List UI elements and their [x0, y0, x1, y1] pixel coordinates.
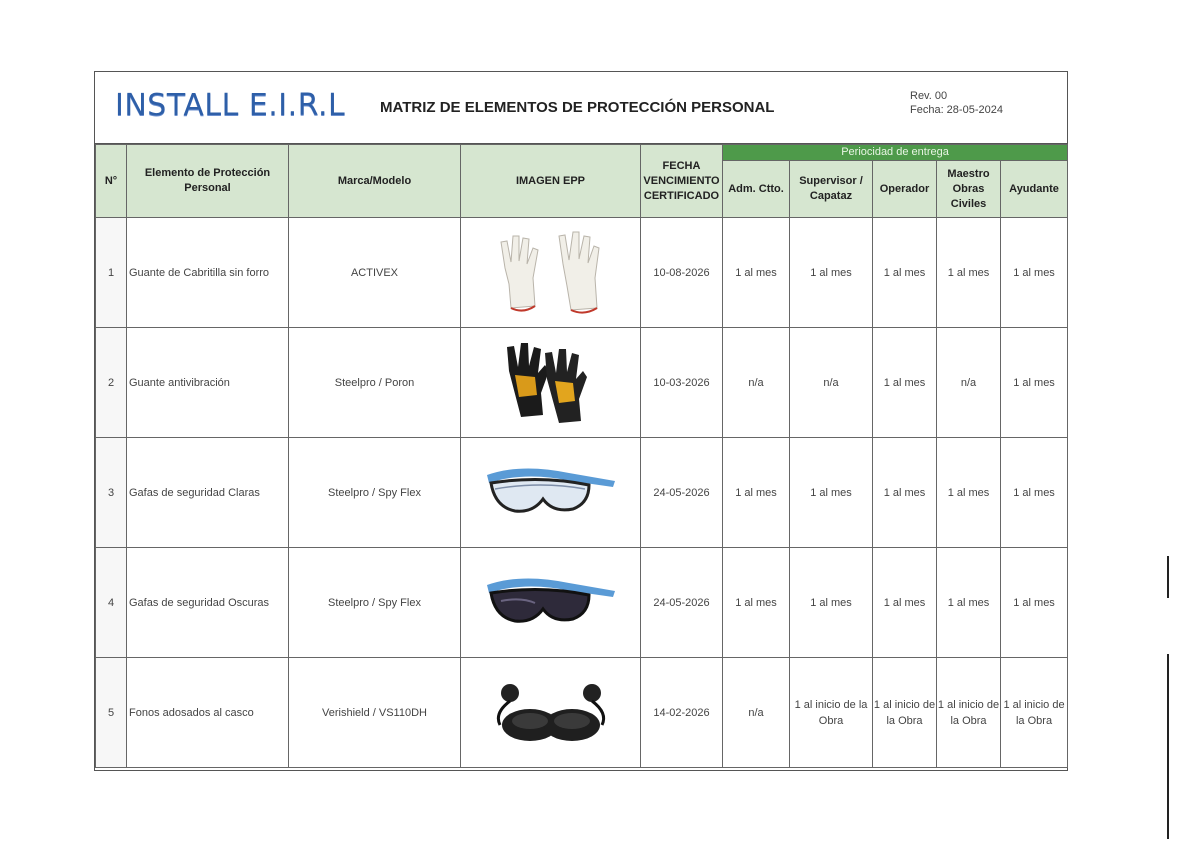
helmet-earmuffs-image — [461, 658, 641, 768]
col-header-element: Elemento de Protección Personal — [127, 145, 289, 218]
certificate-expiry: 24-05-2026 — [641, 438, 723, 548]
brand-model: ACTIVEX — [289, 218, 461, 328]
period-cell: n/a — [723, 658, 790, 768]
brand-model: Steelpro / Poron — [289, 328, 461, 438]
table-row — [96, 658, 1068, 768]
period-cell: 1 al mes — [790, 548, 873, 658]
col-header-role: Maestro Obras Civiles — [937, 161, 1001, 218]
period-cell: 1 al mes — [723, 218, 790, 328]
company-logo: INSTALL E.I.R.L — [115, 88, 346, 123]
scan-edge-line — [1167, 556, 1169, 598]
row-number: 5 — [96, 658, 127, 768]
brand-model: Verishield / VS110DH — [289, 658, 461, 768]
certificate-expiry: 14-02-2026 — [641, 658, 723, 768]
period-cell: 1 al mes — [937, 548, 1001, 658]
period-cell: 1 al mes — [1001, 438, 1068, 548]
period-cell: 1 al inicio de la Obra — [873, 658, 937, 768]
col-header-expiry: FECHA VENCIMIENTO CERTIFICADO — [641, 145, 723, 218]
period-cell: 1 al mes — [790, 438, 873, 548]
col-header-role: Operador — [873, 161, 937, 218]
brand-model: Steelpro / Spy Flex — [289, 548, 461, 658]
row-number: 1 — [96, 218, 127, 328]
period-cell: 1 al mes — [937, 218, 1001, 328]
element-name: Gafas de seguridad Oscuras — [127, 548, 289, 658]
col-header-role: Adm. Ctto. — [723, 161, 790, 218]
anti-vibration-gloves-image — [461, 328, 641, 438]
revision-block — [910, 89, 1003, 117]
period-cell: 1 al mes — [723, 548, 790, 658]
certificate-expiry: 10-03-2026 — [641, 328, 723, 438]
certificate-expiry: 10-08-2026 — [641, 218, 723, 328]
period-cell: n/a — [790, 328, 873, 438]
ppe-matrix-table — [95, 144, 1068, 768]
period-cell: 1 al mes — [1001, 328, 1068, 438]
scan-edge-line — [1167, 654, 1169, 839]
period-cell: 1 al mes — [873, 438, 937, 548]
table-row — [96, 548, 1068, 658]
table-row — [96, 218, 1068, 328]
period-cell: 1 al mes — [723, 438, 790, 548]
col-header-role: Ayudante — [1001, 161, 1068, 218]
period-cell: n/a — [723, 328, 790, 438]
certificate-expiry: 24-05-2026 — [641, 548, 723, 658]
period-cell: 1 al mes — [1001, 548, 1068, 658]
revision-number: Rev. 00 — [910, 90, 948, 102]
period-cell: 1 al mes — [1001, 218, 1068, 328]
period-cell: 1 al mes — [873, 218, 937, 328]
document-header — [95, 72, 1067, 144]
table-row — [96, 438, 1068, 548]
col-header-brand: Marca/Modelo — [289, 145, 461, 218]
col-header-num: N° — [96, 145, 127, 218]
period-cell: 1 al mes — [873, 328, 937, 438]
element-name: Fonos adosados al casco — [127, 658, 289, 768]
document-title: MATRIZ DE ELEMENTOS DE PROTECCIÓN PERSONAL — [380, 99, 775, 116]
dark-safety-glasses-image — [461, 548, 641, 658]
brand-model: Steelpro / Spy Flex — [289, 438, 461, 548]
table-row — [96, 328, 1068, 438]
element-name: Guante de Cabritilla sin forro — [127, 218, 289, 328]
col-header-image: IMAGEN EPP — [461, 145, 641, 218]
period-cell: 1 al inicio de la Obra — [790, 658, 873, 768]
row-number: 4 — [96, 548, 127, 658]
col-header-period-group: Periocidad de entrega — [723, 145, 1068, 161]
period-cell: 1 al mes — [790, 218, 873, 328]
period-cell: 1 al inicio de la Obra — [937, 658, 1001, 768]
revision-date: Fecha: 28-05-2024 — [910, 104, 1003, 116]
element-name: Guante antivibración — [127, 328, 289, 438]
period-cell: 1 al inicio de la Obra — [1001, 658, 1068, 768]
header-row-1 — [96, 145, 1068, 161]
period-cell: 1 al mes — [937, 438, 1001, 548]
document-sheet — [94, 71, 1068, 771]
period-cell: n/a — [937, 328, 1001, 438]
row-number: 3 — [96, 438, 127, 548]
clear-safety-glasses-image — [461, 438, 641, 548]
leather-gloves-image — [461, 218, 641, 328]
element-name: Gafas de seguridad Claras — [127, 438, 289, 548]
period-cell: 1 al mes — [873, 548, 937, 658]
col-header-role: Supervisor / Capataz — [790, 161, 873, 218]
row-number: 2 — [96, 328, 127, 438]
